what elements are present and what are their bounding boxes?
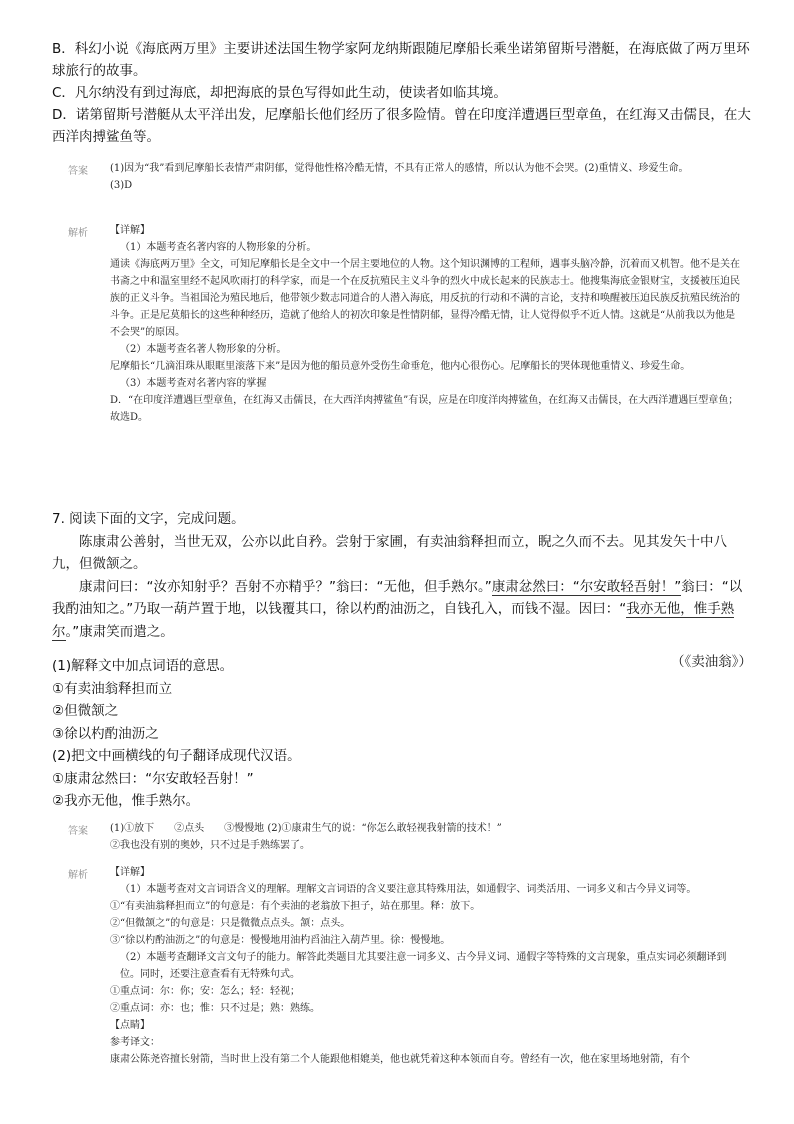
q6-analysis-line: （2）本题考查名著人物形象的分析。 (120, 344, 287, 355)
q7-sub-line: ②我亦无他，惟手熟尔。 (52, 793, 200, 809)
q7-source: （《卖油翁》） (671, 654, 752, 670)
q6-answer-line-2: (3)D (110, 180, 133, 191)
option-c: C．凡尔纳没有到过海底，却把海底的景色写得如此生动，使读者如临其境。 (52, 85, 507, 101)
q7-sub-line: (2)把文中画横线的句子翻译成现代汉语。 (52, 748, 301, 764)
q7-analysis (110, 864, 740, 1068)
q7-answer-line-2: ②我也没有别的奥妙，只不过是手熟练罢了。 (110, 840, 310, 851)
q7-sub-line: ③徐以杓酌油沥之 (52, 725, 159, 742)
q7-sub-line: (1)解释文中加点词语的意思。 (52, 658, 234, 674)
q7-analysis-line: ②重点词：亦：也；惟：只不过是；熟：熟练。 (110, 1003, 320, 1014)
q7-passage-text: 。”康肃笑而遣之。 (65, 623, 174, 640)
q7-passage-p2 (52, 576, 752, 644)
q7-sub-line: ②但微颔之 (52, 703, 119, 719)
q7-analysis-line: 【点睛】 (110, 1020, 150, 1031)
q7-answer (110, 820, 740, 854)
q7-analysis-line: （1）本题考查对文言词语含义的理解。理解文言词语的含义要注意其特殊用法，如通假字、词类活用、一词多义和古今异义词等。 (120, 884, 697, 895)
q7-passage-p1: 陈康肃公善射，当世无双，公亦以此自矜。尝射于家圃，有卖油翁释担而立，睨之久而不去。见其发矢十中八九，但微颔之。 (52, 533, 727, 572)
q6-analysis (110, 222, 740, 426)
option-b: B．科幻小说《海底两万里》主要讲述法国生物学家阿龙纳斯跟随尼摩船长乘坐诺第留斯号潜艇，在海底做了两万里环球旅行的故事。 (52, 41, 750, 79)
answer-label: 答案 (68, 826, 88, 837)
option-d: D．诺第留斯号潜艇从太平洋出发，尼摩船长他们经历了很多险情。曾在印度洋遭遇巨型章鱼，在红海又击儒艮，在大西洋肉搏鲨鱼等。 (52, 107, 751, 145)
q6-analysis-line: 尼摩船长“几滴泪珠从眼眶里滚落下来”是因为他的船员意外受伤生命垂危，他内心很伤心。尼摩船长的哭体现他重情义、珍爱生命。 (110, 361, 691, 372)
q7-block (52, 508, 752, 674)
q7-subquestions (52, 655, 752, 813)
q7-analysis-line: ①“有卖油翁释担而立”的句意是：有个卖油的老翁放下担子，站在那里。释：放下。 (110, 901, 481, 912)
q6-analysis-line: 故选D。 (110, 412, 149, 423)
q7-underlined-sentence-2: 我亦无他，惟手熟尔 (52, 601, 735, 640)
q6-analysis-line: D．“在印度洋遭遇巨型章鱼，在红海又击儒艮，在大西洋肉搏鲨鱼”有误，应是在印度洋肉搏鲨鱼，在红海又击儒艮，在大西洋遭遇巨型章鱼； (110, 395, 739, 406)
q7-passage-text: 翁曰：“以我酌油知之。”乃取一葫芦置于地，以钱覆其口，徐以杓酌油沥之，自钱孔入，而钱不湿。因曰：“ (52, 578, 743, 617)
answer-label: 答案 (68, 166, 88, 177)
q7-analysis-line: ①重点词：尔：你；安：怎么；轻：轻视； (110, 986, 300, 997)
q7-answer-line-1: (1)①放下 ②点头 ③慢慢地 (2)①康肃生气的说：“你怎么敢轻视我射箭的技术！” (110, 823, 502, 834)
q7-sub-line: ①有卖油翁释担而立 (52, 680, 173, 697)
q7-passage-text: 康肃问曰：“汝亦知射乎？吾射不亦精乎？”翁曰：“无他，但手熟尔。” (79, 578, 492, 595)
q6-analysis-line: 通读《海底两万里》全文，可知尼摩船长是全文中一个居主要地位的人物。这个知识渊博的工程师，遇事头脑冷静，沉着而又机智。他不是关在书斋之中和温室里经不起风吹雨打的科学家，而是一个在反抗殖民主义斗争的烈火中成长起来的民族志士。他搜集海底金银财宝，支援被压迫民族的正义斗争。当祖国沦为殖民地后，他带领少数志同道合的人潜入海底，用反抗的行动和不满的言论，支持和唤醒被压迫民族反抗殖民统治的斗争。正是尼莫船长的这些种种经历，造就了他给人的初次印象是性情阴郁，显得冷酷无情，让人觉得似乎不近人情。这就是“从前我以为他是不会哭”的原因。 (110, 259, 740, 338)
q7-analysis-line: 【详解】 (110, 867, 150, 878)
q7-analysis-line: 康肃公陈尧咨擅长射箭，当时世上没有第二个人能跟他相媲美，他也就凭着这种本领而自夸。曾经有一次，他在家里场地射箭，有个 (110, 1054, 690, 1065)
q7-underlined-sentence-1: 康肃忿然曰：“尔安敢轻吾射！” (491, 578, 682, 595)
q6-analysis-line: （1）本题考查名著内容的人物形象的分析。 (120, 242, 317, 253)
q7-title: 7. 阅读下面的文字，完成问题。 (52, 511, 245, 527)
analysis-label: 解析 (68, 228, 88, 239)
q7-sub-line: ①康肃忿然曰：“尔安敢轻吾射！” (52, 770, 254, 787)
q6-analysis-line: （3）本题考查对名著内容的掌握 (120, 378, 267, 389)
q7-analysis-line: 参考译文： (110, 1037, 160, 1048)
q7-analysis-line: ②“但微颔之”的句意是：只是微微点点头。颔：点头。 (110, 918, 351, 929)
q7-analysis-line: ③“徐以杓酌油沥之”的句意是：慢慢地用油杓舀油注入葫芦里。徐：慢慢地。 (110, 935, 451, 946)
q6-answer (110, 160, 740, 194)
q6-answer-line-1: (1)因为“我”看到尼摩船长表情严肃阴郁，觉得他性格冷酷无情，不具有正常人的感情，所以认为他不会哭。(2)重情义、珍爱生命。 (110, 163, 689, 174)
q6-analysis-line: 【详解】 (110, 225, 150, 236)
analysis-label: 解析 (68, 870, 88, 881)
q7-analysis-line: （2）本题考查翻译文言文句子的能力。解答此类题目尤其要注意一词多义、古今异义词、通假字等特殊的文言现象，重点实词必须翻译到位。同时，还要注意查看有无特殊句式。 (120, 952, 727, 980)
